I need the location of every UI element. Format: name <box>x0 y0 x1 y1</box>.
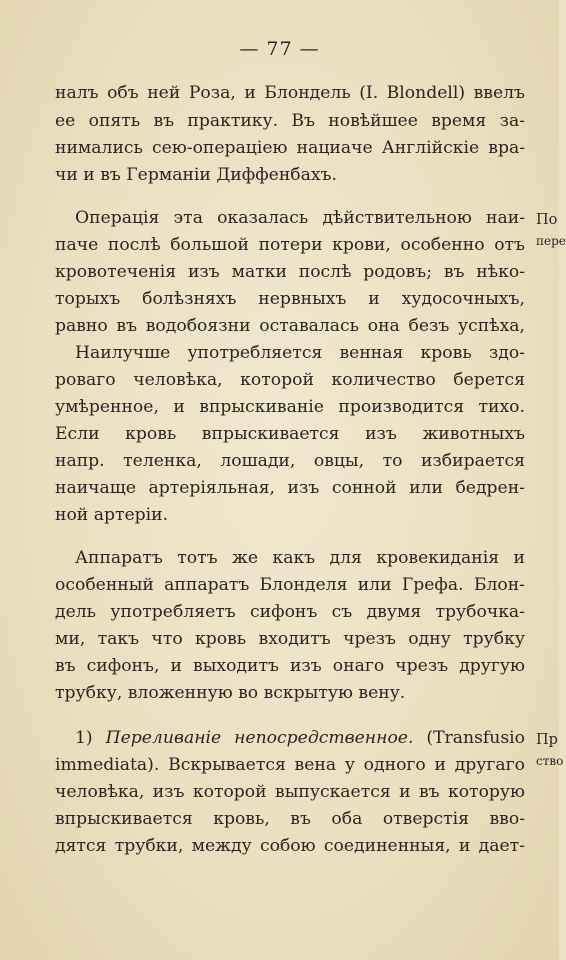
text-line: ее опять въ практику. Въ новѣйшее время за- <box>55 111 525 131</box>
text-line: человѣка, изъ которой выпускается и въ которую <box>55 782 525 802</box>
text-line: нимались сею-операціею нациаче Англійскіе вра- <box>55 138 525 158</box>
margin-note: ство <box>536 754 564 768</box>
text-line-heading <box>75 727 525 749</box>
text-line: Если кровь впрыскивается изъ животныхъ <box>55 424 525 444</box>
text-line: напр. теленка, лошади, овцы, то избирается <box>55 451 525 471</box>
text-line: роваго человѣка, которой количество берется <box>55 370 525 390</box>
text-line: особенный аппаратъ Блонделя или Грефа. Блон- <box>55 575 525 595</box>
text-line: паче послѣ большой потери крови, особенно отъ <box>55 235 525 255</box>
text-line: immediata). Вскрывается вена у одного и другаго <box>55 755 525 775</box>
italic-term: Переливаніе непосредственное. <box>105 728 414 748</box>
text-line: ной артеріи. <box>55 505 169 525</box>
margin-note: пере <box>536 234 566 248</box>
text-line: торыхъ болѣзняхъ нервныхъ и худосочныхъ, <box>55 289 525 309</box>
text-line: Наилучше употребляется венная кровь здо- <box>75 343 525 363</box>
margin-note: Пр <box>536 732 558 748</box>
text-line: Аппаратъ тотъ же какъ для кровекиданія и <box>75 548 525 568</box>
text-line: налъ объ ней Роза, и Блондель (I. Blondell) ввелъ <box>55 83 525 103</box>
text-line: въ сифонъ, и выходитъ изъ онаго чрезъ другую <box>55 656 525 676</box>
text-line: кровотеченія изъ матки послѣ родовъ; въ нѣко- <box>55 262 525 282</box>
item-number: 1) <box>75 728 93 748</box>
text-line: Операція эта оказалась дѣйствительною наи- <box>75 208 525 228</box>
text-line: трубку, вложенную во вскрытую вену. <box>55 683 406 703</box>
text-line: ми, такъ что кровь входитъ чрезъ одну трубку <box>55 629 525 649</box>
text-line: дятся трубки, между собою соединенныя, и дает- <box>55 836 525 856</box>
page-number: — 77 — <box>239 38 320 60</box>
text-line: равно въ водобоязни оставалась она безъ успѣха, <box>55 316 525 336</box>
margin-note: По <box>536 212 558 228</box>
text-line: чи и въ Германіи Диффенбахъ. <box>55 165 337 185</box>
text-line: наичаще артеріяльная, изъ сонной или бедрен- <box>55 478 525 498</box>
text-line: впрыскивается кровь, въ оба отверстія вво- <box>55 809 525 829</box>
latin-term: (Transfusio <box>426 728 525 748</box>
text-line: умѣренное, и впрыскиваніе производится тихо. <box>55 397 525 417</box>
text-line: дель употребляетъ сифонъ съ двумя трубочка- <box>55 602 525 622</box>
